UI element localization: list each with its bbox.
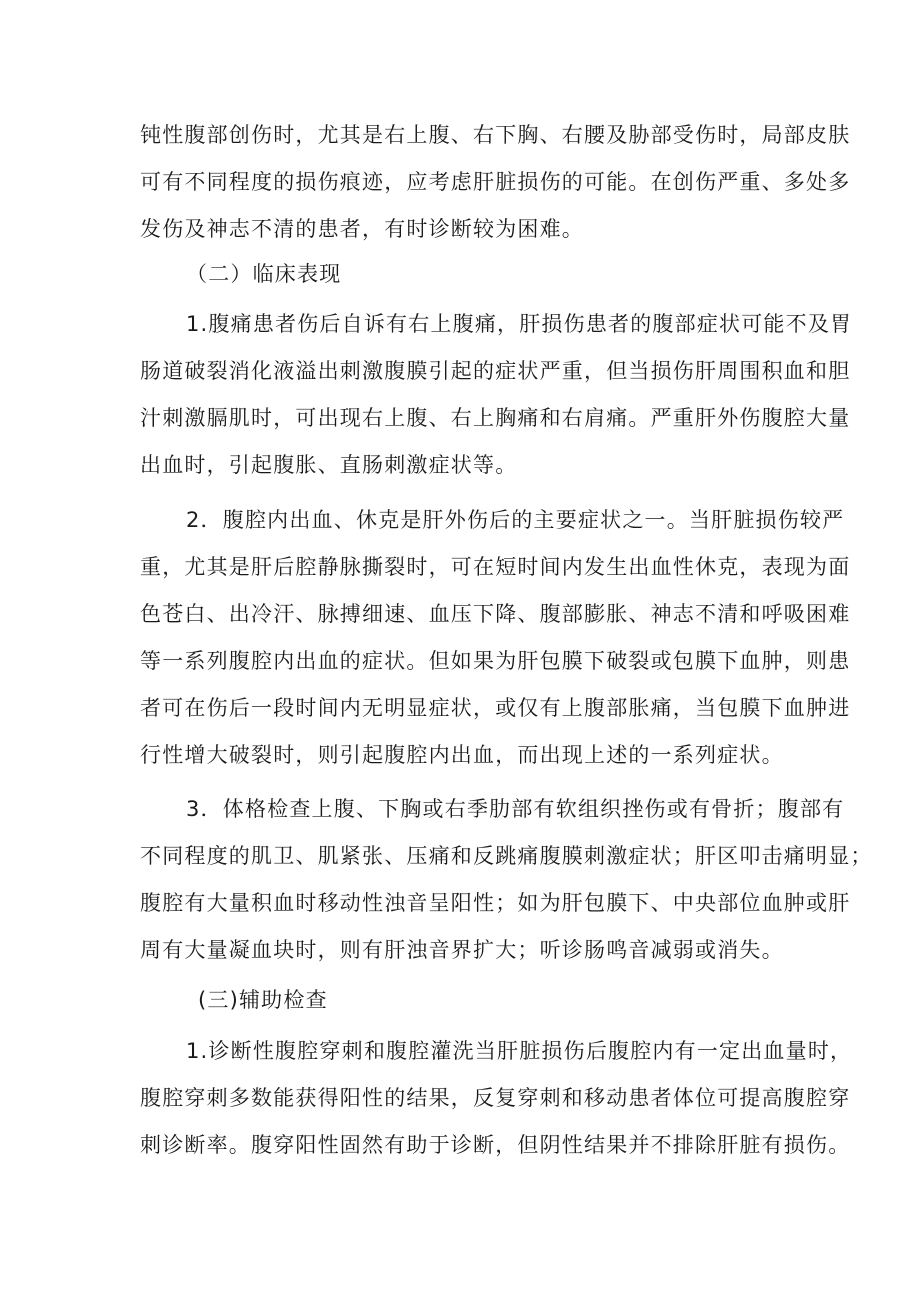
text-line: 腹腔有大量积血时移动性浊音呈阳性；如为肝包膜下、中央部位血肿或肝 [140,891,851,915]
text-line: 不同程度的肌卫、肌紧张、压痛和反跳痛腹膜刺激症状；肝区叩击痛明显； [140,844,873,868]
text-line: 色苍白、出冷汗、脉搏细速、血压下降、腹部膨胀、神志不清和呼吸困难 [140,602,851,626]
text-line: 钝性腹部创伤时，尤其是右上腹、右下胸、右腰及胁部受伤时，局部皮肤 [140,123,851,147]
text-line: 1.诊断性腹腔穿刺和腹腔灌洗当肝脏损伤后腹腔内有一定出血量时， [186,1039,853,1063]
paragraph-abdominal-pain [140,301,885,489]
paragraph-trauma-diagnosis [140,112,885,253]
text-line: 2．腹腔内出血、休克是肝外伤后的主要症状之一。当肝脏损伤较严 [186,508,845,532]
text-line: 发伤及神志不清的患者，有时诊断较为困难。 [140,217,584,241]
text-line: 行性增大破裂时，则引起腹腔内出血，而出现上述的一系列症状。 [140,743,784,767]
text-line: 者可在伤后一段时间内无明显症状，或仅有上腹部胀痛，当包膜下血肿进 [140,696,851,720]
text-line: 汁刺激膈肌时，可出现右上腹、右上胸痛和右肩痛。严重肝外伤腹腔大量 [140,406,851,430]
text-line: 肠道破裂消化液溢出刺激腹膜引起的症状严重，但当损伤肝周围积血和胆 [140,359,851,383]
text-line: 3．体格检查上腹、下胸或右季肋部有软组织挫伤或有骨折；腹部有 [186,797,845,821]
section-heading-clinical-manifestations: （二）临床表现 [186,262,342,286]
text-line: 周有大量凝血块时，则有肝浊音界扩大；听诊肠鸣音减弱或消失。 [140,938,784,962]
section-heading-auxiliary-examination: (三)辅助检查 [198,988,328,1012]
text-line: 出血时，引起腹胀、直肠刺激症状等。 [140,453,518,477]
text-line: 腹腔穿刺多数能获得阳性的结果，反复穿刺和移动患者体位可提高腹腔穿 [140,1086,851,1110]
paragraph-physical-examination [140,786,885,974]
text-line: 等一系列腹腔内出血的症状。但如果为肝包膜下破裂或包膜下血肿，则患 [140,649,851,673]
text-line: 重，尤其是肝后腔静脉撕裂时，可在短时间内发生出血性休克，表现为面 [140,555,851,579]
paragraph-peritoneal-puncture [140,1028,885,1169]
text-line: 1.腹痛患者伤后自诉有右上腹痛，肝损伤患者的腹部症状可能不及胃 [186,312,853,336]
paragraph-internal-bleeding [140,497,885,779]
text-line: 可有不同程度的损伤痕迹，应考虑肝脏损伤的可能。在创伤严重、多处多 [140,170,851,194]
text-line: 刺诊断率。腹穿阳性固然有助于诊断，但阴性结果并不排除肝脏有损伤。 [140,1133,851,1157]
